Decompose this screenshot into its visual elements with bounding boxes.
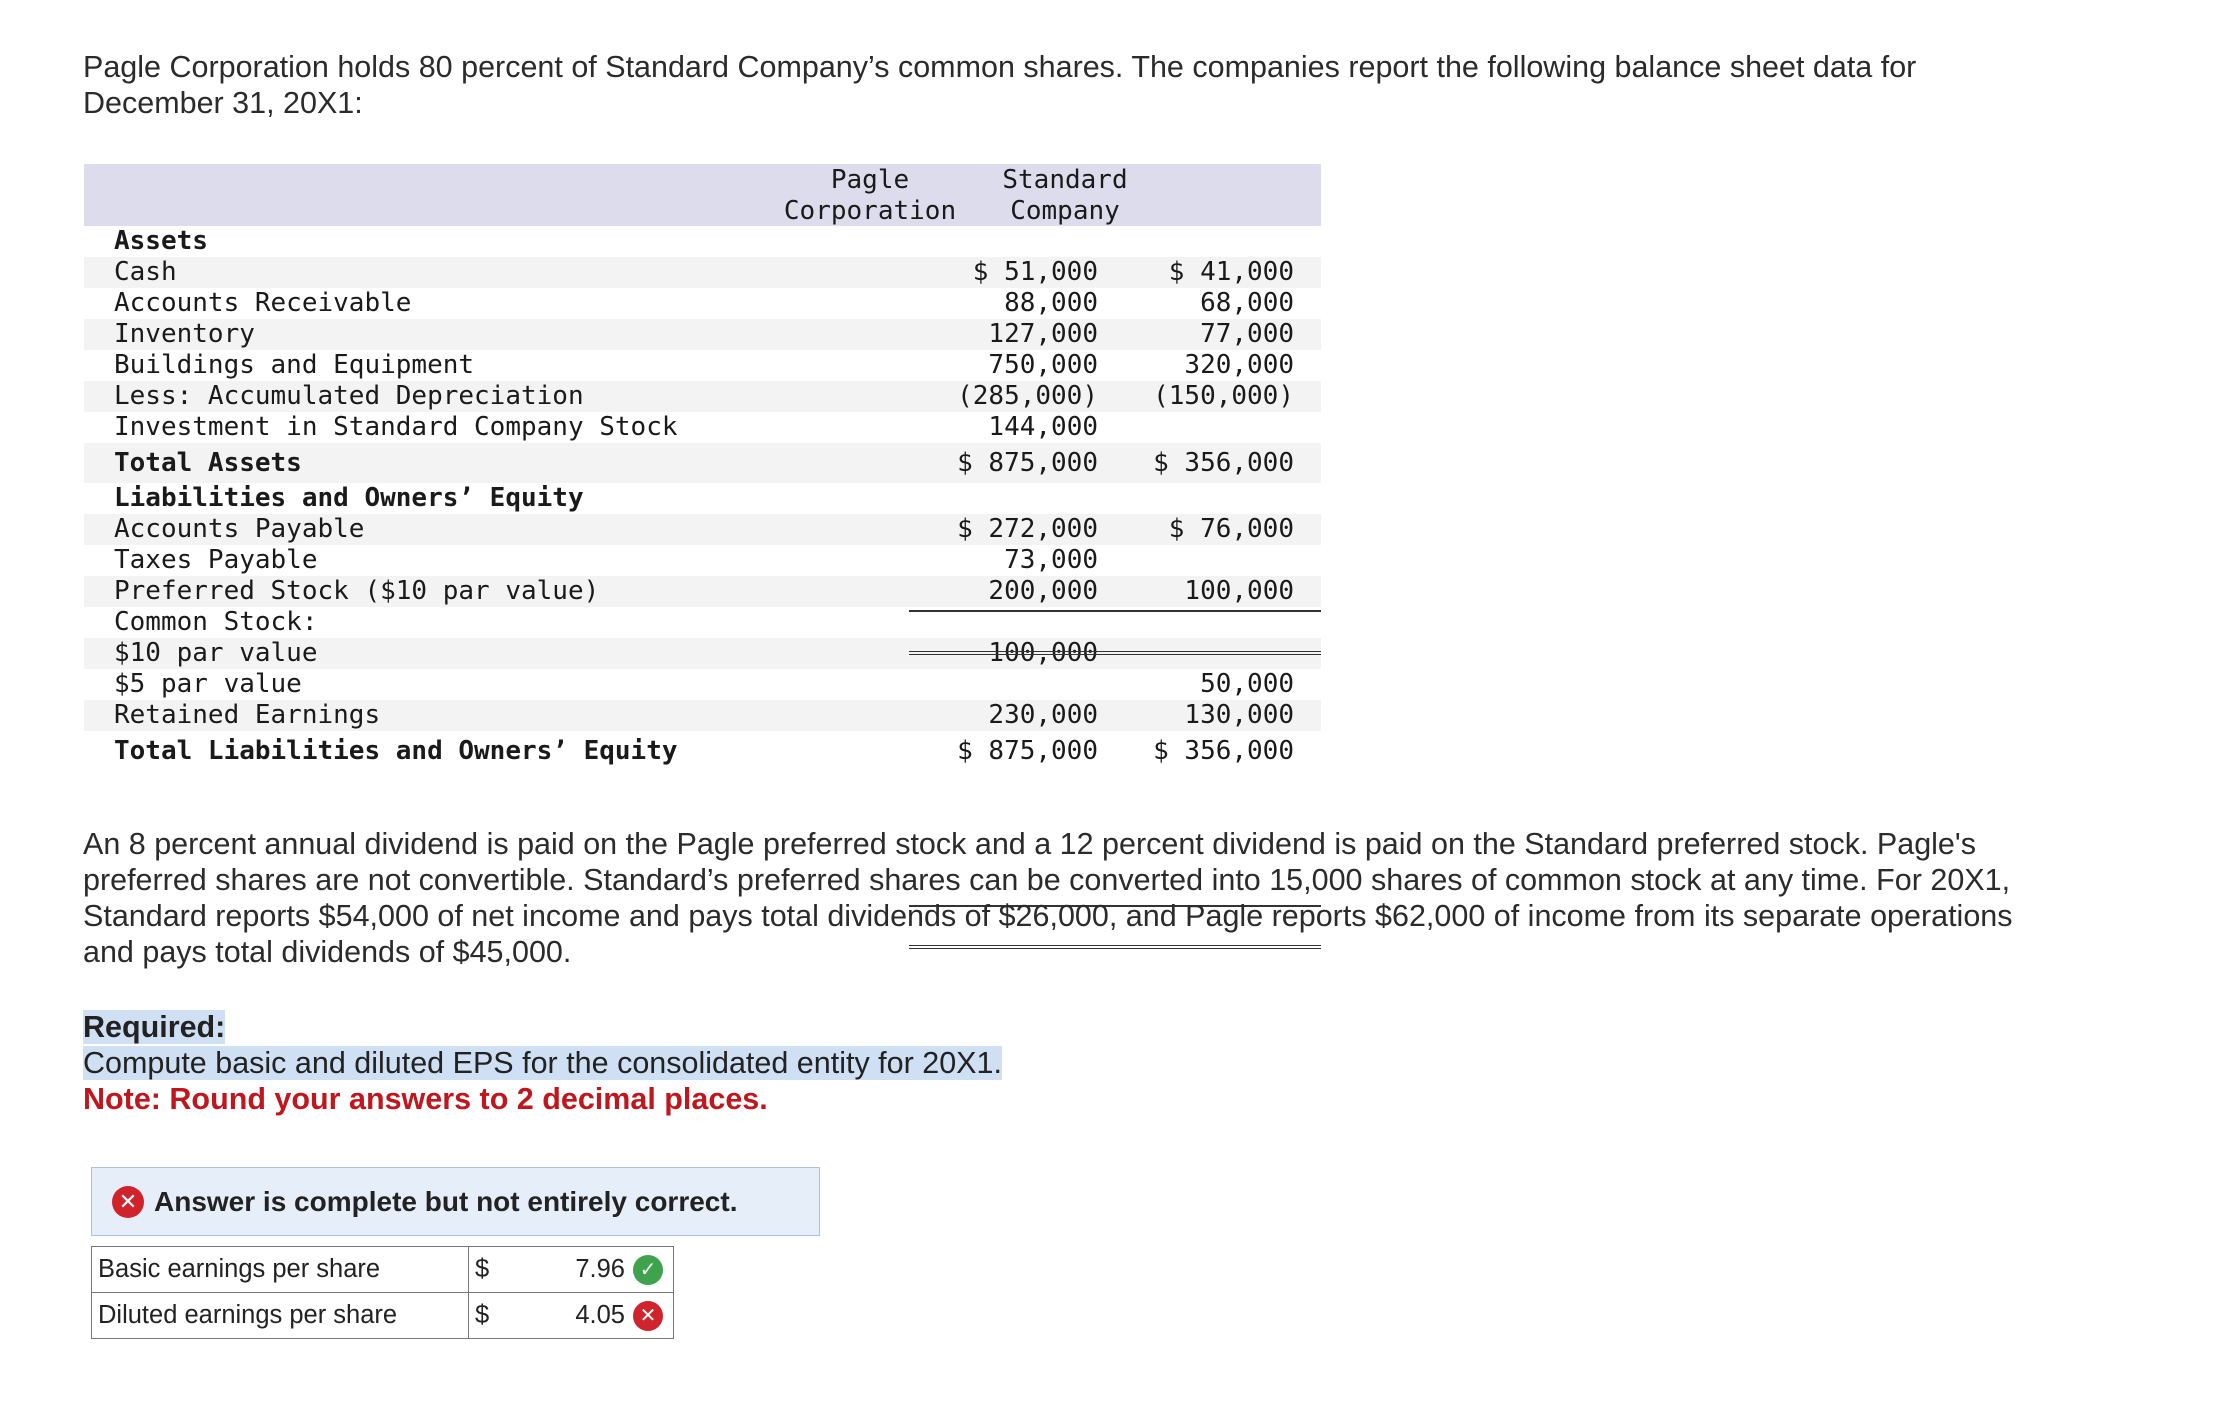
standard-value: 77,000: [1200, 319, 1294, 349]
standard-value: $ 41,000: [1168, 257, 1294, 287]
standard-value: 130,000: [1184, 700, 1294, 730]
standard-value: (150,000): [1153, 381, 1294, 411]
balance-sheet-table: [84, 164, 1321, 771]
row-label: Inventory: [114, 319, 255, 349]
total-double-rule: [909, 651, 1321, 655]
row-label: Buildings and Equipment: [114, 350, 475, 380]
incorrect-icon: ✕: [112, 1186, 144, 1218]
standard-value: $ 356,000: [1153, 736, 1294, 766]
row-label: Accounts Receivable: [114, 288, 412, 318]
row-label: Cash: [114, 257, 177, 287]
diluted-eps-input[interactable]: [499, 1293, 674, 1339]
table-row-total-liabilities: [84, 731, 1321, 771]
pagle-value: 88,000: [1004, 288, 1098, 318]
pagle-value: 100,000: [988, 638, 1098, 668]
row-label: Common Stock:: [114, 607, 318, 637]
basic-eps-value: 7.96: [575, 1255, 625, 1284]
table-row: [84, 545, 1321, 576]
incorrect-icon: ✕: [633, 1301, 663, 1331]
table-row: [84, 700, 1321, 731]
table-row: [84, 257, 1321, 288]
table-row: [92, 1293, 674, 1339]
balance-sheet-header: [84, 164, 1321, 226]
row-label: Less: Accumulated Depreciation: [114, 381, 584, 411]
column-header-standard: Standard Company: [1002, 165, 1128, 226]
diluted-eps-value: 4.05: [575, 1301, 625, 1330]
rounding-note: Note: Round your answers to 2 decimal places.: [83, 1082, 768, 1116]
required-task: Compute basic and diluted EPS for the consolidated entity for 20X1.: [83, 1046, 1002, 1080]
table-row: [84, 381, 1321, 412]
row-label: Retained Earnings: [114, 700, 381, 730]
basic-eps-input[interactable]: [499, 1247, 674, 1293]
standard-value: 100,000: [1184, 576, 1294, 606]
pagle-value: $ 51,000: [972, 257, 1098, 287]
pagle-value: 230,000: [988, 700, 1098, 730]
row-label: $5 par value: [114, 669, 302, 699]
table-row: [84, 288, 1321, 319]
diluted-eps-label: Diluted earnings per share: [92, 1293, 469, 1339]
pagle-value: $ 875,000: [957, 736, 1098, 766]
table-row: [84, 226, 1321, 257]
standard-value: 68,000: [1200, 288, 1294, 318]
table-row: [84, 514, 1321, 545]
table-row-total-assets: [84, 443, 1321, 483]
currency-symbol: $: [469, 1247, 500, 1293]
table-row: [92, 1247, 674, 1293]
pagle-value: 73,000: [1004, 545, 1098, 575]
basic-eps-label: Basic earnings per share: [92, 1247, 469, 1293]
table-row: [84, 319, 1321, 350]
required-section: [83, 1009, 1002, 1117]
pagle-value: 200,000: [988, 576, 1098, 606]
table-row: [84, 576, 1321, 607]
required-title: Required:: [83, 1010, 226, 1044]
row-label: Liabilities and Owners’ Equity: [114, 483, 584, 513]
table-row: [84, 350, 1321, 381]
table-row: [84, 483, 1321, 514]
standard-value: 50,000: [1200, 669, 1294, 699]
row-label: Accounts Payable: [114, 514, 365, 544]
row-label: Preferred Stock ($10 par value): [114, 576, 600, 606]
standard-value: 320,000: [1184, 350, 1294, 380]
pagle-value: $ 875,000: [957, 448, 1098, 478]
currency-symbol: $: [469, 1293, 500, 1339]
row-label: Total Liabilities and Owners’ Equity: [114, 736, 678, 766]
pagle-value: $ 272,000: [957, 514, 1098, 544]
row-label: Assets: [114, 226, 208, 256]
row-label: $10 par value: [114, 638, 318, 668]
table-row: [84, 669, 1321, 700]
pagle-value: 144,000: [988, 412, 1098, 442]
pagle-value: (285,000): [957, 381, 1098, 411]
pagle-value: 750,000: [988, 350, 1098, 380]
problem-intro: Pagle Corporation holds 80 percent of Standard Company’s common shares. The companies report the following balance sheet data for December 31, 20X1:: [83, 50, 1917, 120]
check-icon: ✓: [633, 1255, 663, 1285]
table-row: [84, 412, 1321, 443]
row-label: Investment in Standard Company Stock: [114, 412, 678, 442]
pagle-value: 127,000: [988, 319, 1098, 349]
problem-details: An 8 percent annual dividend is paid on the Pagle preferred stock and a 12 percent dividend is paid on the Standard preferred stock. Pagle's preferred shares are not convertible. Standard’s preferred shares can be converted into 15,000 shares of common stock at any time. For 20X1, Standard reports $54,000 of net income and pays total dividends of $26,000, and Pagle reports $62,000 of income from its separate operations and pays total dividends of $45,000.: [83, 827, 2013, 969]
answer-status-banner: [91, 1167, 820, 1236]
row-label: Taxes Payable: [114, 545, 318, 575]
column-header-pagle: Pagle Corporation: [783, 165, 957, 226]
subtotal-rule: [909, 610, 1321, 612]
standard-value: $ 356,000: [1153, 448, 1294, 478]
row-label: Total Assets: [114, 448, 302, 478]
answer-table: [91, 1246, 674, 1339]
standard-value: $ 76,000: [1168, 514, 1294, 544]
answer-status-text: Answer is complete but not entirely correct.: [154, 1185, 738, 1217]
